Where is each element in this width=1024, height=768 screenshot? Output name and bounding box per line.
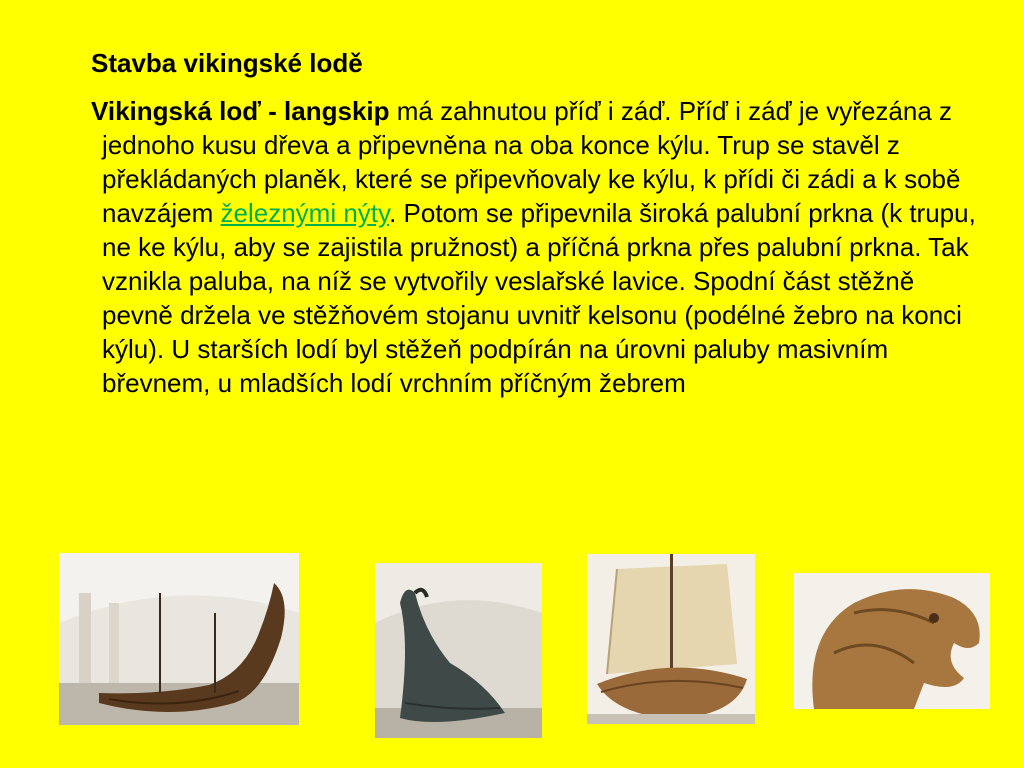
slide-title: Stavba vikingské lodě [91,48,363,78]
body-paragraph [91,94,982,400]
paragraph-text-2: . Potom se připevnila široká palubní prkna (k trupu, ne ke kýlu, aby se zajistila pružnost) a příčná prkna přes palubní prkna. Tak vznikla paluba, na níž se vytvořily veslařské lavice. Spodní část stěžně pevně držela ve stěžňovém stojanu uvnitř kelsonu (podélné žebro na konci kýlu). U starších lodí byl stěžeň podpírán na úrovni paluby masivním břevnem, u mladších lodí vrchním příčným žebrem [102,198,976,398]
iron-rivets-link[interactable]: železnými nýty [220,198,390,228]
paragraph-lead: Vikingská loď - langskip [91,96,390,126]
paragraph-text-1: má zahnutou příď i záď. Příď i záď je vyřezána z jednoho kusu dřeva a připevněna na oba konce kýlu. Trup se stavěl z překládaných planěk, které se připevňovaly ke kýlu, k přídi či zádi a k sobě navzájem [102,96,961,228]
viking-ship-sail-photo [587,554,755,724]
dragon-head-carving-photo [794,573,990,709]
viking-ship-bow-photo [375,563,542,738]
viking-ship-museum-photo [59,553,299,725]
